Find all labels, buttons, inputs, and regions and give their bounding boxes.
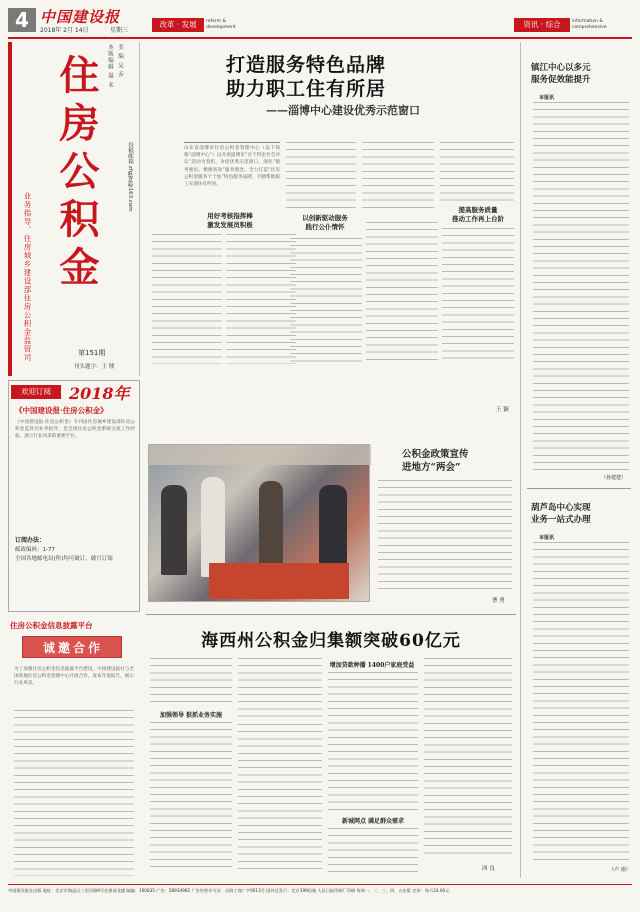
footer-imprint: 中国建设报社出版 地址：北京市海淀区三里河路9号住建部北楼 邮编：100835 广告：58934982 广告经营许可证：京海工商广字0013号 国外总发行：北京399信箱 人民日报印刷厂印刷 每周一、二、三、四、五出版 定价：每月24.00元 <box>8 888 450 893</box>
subscribe-order-head: 订阅办法： <box>15 537 46 544</box>
side-story-3-author: （卢 翊） <box>609 867 631 873</box>
masthead-divider <box>8 37 632 39</box>
lead-headline-2: 助力职工住有所居 <box>226 78 387 100</box>
subscribe-label: 欢迎订阅 <box>11 385 61 399</box>
platform-slogan-box <box>22 636 122 658</box>
lead-subhead-2: 以创新驱动服务 践行公仆情怀 <box>302 214 348 231</box>
lead-col1-body <box>152 234 222 364</box>
lead-col5-body <box>442 228 514 362</box>
subscribe-year: 2018年 <box>69 384 130 403</box>
lead-subhead-3: 提高服务质量 推动工作再上台阶 <box>452 206 504 223</box>
photo-banner <box>149 445 371 465</box>
platform-slogan: 诚邀合作 <box>42 641 103 655</box>
platform-body-lines <box>14 710 134 876</box>
lead-col4-body <box>366 222 438 364</box>
side-story-2-title: 公积金政策宣传 进地方“两会” <box>402 449 469 473</box>
bottom-headline: 海西州公积金归集额突破60亿元 <box>201 631 461 651</box>
lead-author: 王 颖 <box>496 407 509 413</box>
subscribe-order-line-2: 全国各地邮电局(所)均可破订，破月订阅 <box>15 556 113 562</box>
paper-name: 中国建设报 <box>40 8 121 26</box>
sidebar-banner <box>8 42 140 376</box>
lead-headline-1: 打造服务特色品牌 <box>226 54 387 76</box>
bottom-col3 <box>328 672 418 812</box>
bottom-subhead-2: 增加贷款种播 1400户家庭受益 <box>329 662 415 669</box>
bottom-col4 <box>424 658 512 858</box>
photo-person-2 <box>201 477 225 577</box>
bottom-divider <box>146 614 516 615</box>
side-story-1-byline: 本报讯 <box>539 95 555 101</box>
section-label-right: 资讯 · 综合 <box>514 18 570 32</box>
page-number-box: 4 <box>8 8 36 32</box>
issue-weekday: 星期三 <box>110 27 129 34</box>
lead-subhead-1: 用好考核指挥棒 激发发展员积极 <box>207 212 253 229</box>
section-sub-right: information & comprehensive <box>572 19 607 30</box>
subscribe-body: 《中国建设报·住房公积金》专刊由住房城乡建设部住房公积金监管司业务指导，是全国住房公积金系统交流工作经验、展示行业风采的重要平台。 <box>15 420 135 440</box>
section-sub-left: reform & development <box>206 19 236 30</box>
sidebar-big-title: 住房公积金 <box>53 54 100 294</box>
side-story-2-author: 曹 勇 <box>492 598 505 604</box>
subscribe-title: 《中国建设报·住房公积金》 <box>15 406 108 415</box>
sidebar-red-stripe <box>8 42 12 376</box>
lead-col4-text <box>440 142 514 202</box>
side-story-3-body <box>533 542 629 862</box>
masthead <box>0 0 640 40</box>
section-label-left: 改革 · 发展 <box>152 18 204 32</box>
bottom-col1-b <box>150 722 232 872</box>
side-story-2-body <box>378 480 512 592</box>
bottom-col3-b <box>328 828 418 872</box>
lead-col2-body <box>226 234 296 364</box>
platform-box <box>8 620 140 880</box>
right-column <box>520 42 634 878</box>
subscribe-order-line-1: 邮政编码：1-77 <box>15 547 55 553</box>
lead-story <box>146 42 516 442</box>
photo-person-1 <box>161 485 187 575</box>
footer-rule <box>8 884 632 885</box>
lead-subtitle: ——淄博中心建设优秀示范窗口 <box>266 104 420 117</box>
bottom-col1-a <box>150 658 232 706</box>
side-story-1-author: （孙建建） <box>601 475 627 481</box>
lead-col3-text <box>362 142 434 212</box>
sidebar-issue: 第151期 <box>78 349 106 357</box>
bottom-col2-a <box>238 658 322 720</box>
sidebar-design-credit: 刊头题字：王 锺 <box>74 364 115 370</box>
lead-col3-body <box>290 238 362 364</box>
sidebar-editor-2: 美 编 吴 乔 <box>117 44 123 79</box>
subscribe-box <box>8 380 140 612</box>
bottom-author: 西 良 <box>482 866 495 872</box>
bottom-col2-b <box>238 724 322 872</box>
news-photo <box>148 444 370 602</box>
bottom-subhead-3: 新城网点 满足群众需求 <box>341 818 405 825</box>
issue-date: 2018年 2月 14日 <box>40 27 89 34</box>
photo-table <box>209 563 349 599</box>
side-story-3-title: 葫芦岛中心实现 业务一站式办理 <box>531 503 591 525</box>
side-story-2 <box>374 444 516 612</box>
side-story-1-title: 镇江中心以多元 服务促效能提升 <box>531 63 591 85</box>
lead-col2-text <box>286 142 356 212</box>
sidebar-tagline: 业务指导、住房城乡建设部住房公积金监管司 <box>23 192 32 362</box>
bottom-subhead-1: 加强领导 狠抓业务实施 <box>159 712 223 719</box>
side-story-3-byline: 本报讯 <box>539 535 555 541</box>
sidebar-editor-1: 本版编辑 温 禾 <box>107 44 113 89</box>
lead-intro: 山东省淄博市住房公积金管理中心（以下简称“淄博中心”）以开展淄博市“百个科室社会评议”活动为契机，争创优秀示范窗口，深化“服务惠民、便捷高效”服务理念，全力打造“住房公积金服务个个加”特色服务品牌，不断帮助职工实现住有所居。 <box>184 142 280 206</box>
platform-body: 为了加强住房公积金信息披露平台建设，中国建设报社与全国各地住房公积金管理中心开展合作，发布年度报告，展示行业风采。 <box>14 667 134 687</box>
side-story-1-body <box>533 102 629 472</box>
bottom-story <box>146 618 516 880</box>
sidebar-contact[interactable]: 投稿邮箱 zfgjjbj@163.com <box>127 142 133 212</box>
right-divider <box>527 488 631 489</box>
platform-label: 住房公积金信息披露平台 <box>10 621 93 630</box>
